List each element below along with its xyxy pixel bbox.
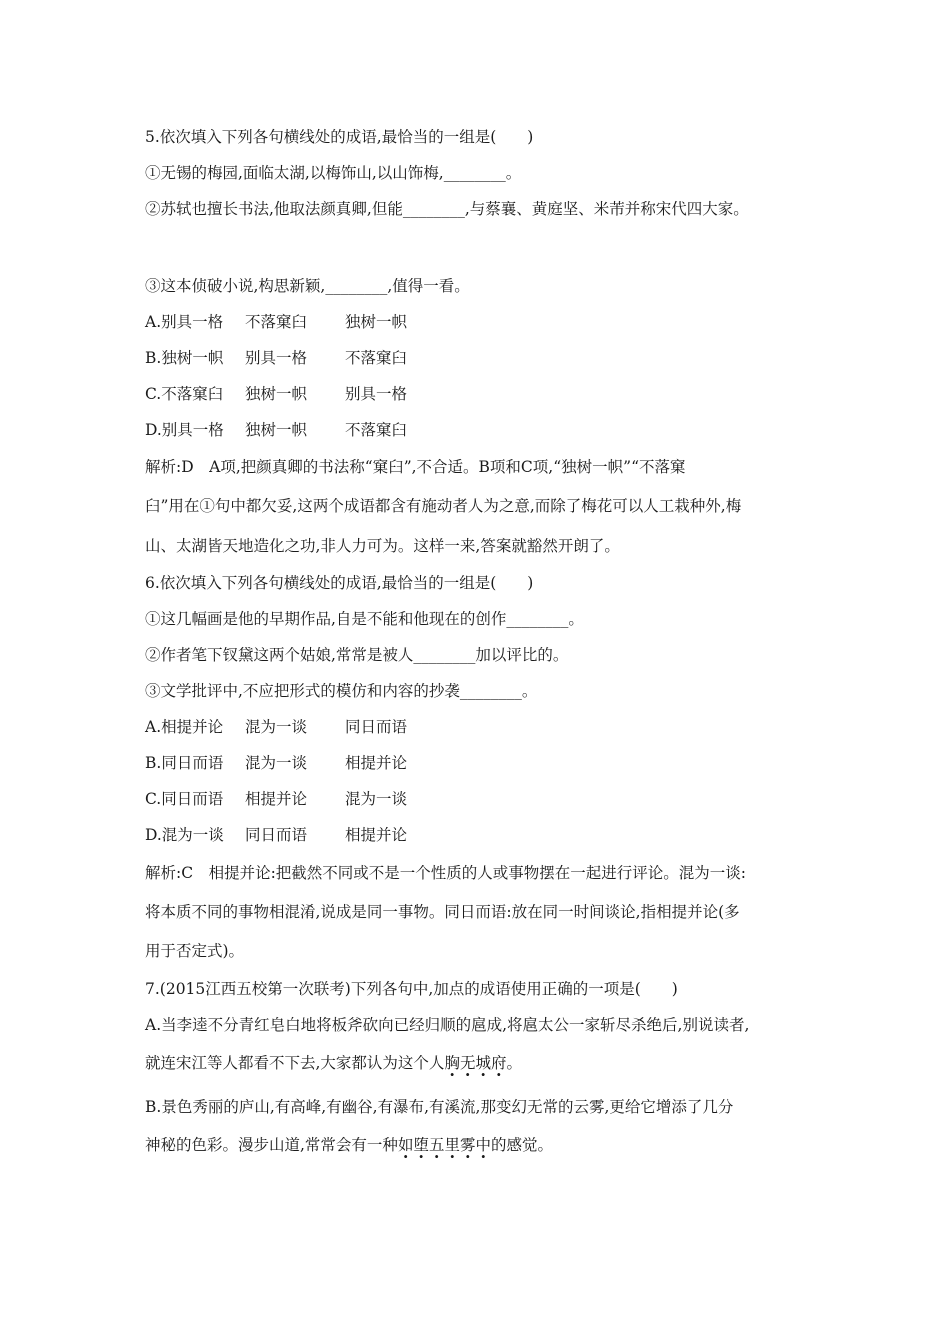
q7-option-b-line-1: B.景色秀丽的庐山,有高峰,有幽谷,有瀑布,有溪流,那变幻无常的云雾,更给它增添了几分 [145,1098,734,1116]
q7-option-b-line-2: 神秘的色彩。漫步山道,常常会有一种如堕五里雾中的感觉。 [145,1136,554,1154]
q5-option-c: C.不落窠臼 独树一帜 别具一格 [145,385,408,403]
q6-stem: 6.依次填入下列各句横线处的成语,最恰当的一组是( ) [145,574,534,592]
q5-stem: 5.依次填入下列各句横线处的成语,最恰当的一组是( ) [145,128,534,146]
q5-sentence-2: ②苏轼也擅长书法,他取法颜真卿,但能________,与蔡襄、黄庭坚、米芾并称宋代四大家。 [145,200,749,218]
q6-option-b: B.同日而语 混为一谈 相提并论 [145,754,408,772]
q6-sentence-2: ②作者笔下钗黛这两个姑娘,常常是被人________加以评比的。 [145,646,569,664]
q6-option-d: D.混为一谈 同日而语 相提并论 [145,826,408,844]
q5-sentence-1: ①无锡的梅园,面临太湖,以梅饰山,以山饰梅,________。 [145,164,522,182]
q5-sentence-3: ③这本侦破小说,构思新颖,________,值得一看。 [145,277,470,295]
dotted-idiom-a: 胸无城府 [444,1054,507,1072]
dotted-idiom-b: 如堕五里雾中 [397,1136,492,1154]
q6-sentence-3: ③文学批评中,不应把形式的模仿和内容的抄袭________。 [145,682,538,700]
q5-option-d: D.别具一格 独树一帜 不落窠臼 [145,421,408,439]
q5-analysis-line-3: 山、太湖皆天地造化之功,非人力可为。这样一来,答案就豁然开朗了。 [145,537,620,555]
q5-option-a: A.别具一格 不落窠臼 独树一帜 [145,313,408,331]
q7-option-a-line-1: A.当李逵不分青红皂白地将板斧砍向已经归顺的扈成,将扈太公一家斩尽杀绝后,别说读者, [145,1016,750,1034]
q6-analysis-line-3: 用于否定式)。 [145,942,245,960]
q6-analysis-line-1: 解析:C 相提并论:把截然不同或不是一个性质的人或事物摆在一起进行评论。混为一谈: [145,864,747,882]
q6-option-c: C.同日而语 相提并论 混为一谈 [145,790,408,808]
q7-option-a-line-2: 就连宋江等人都看不下去,大家都认为这个人胸无城府。 [145,1054,523,1072]
q7-stem: 7.(2015江西五校第一次联考)下列各句中,加点的成语使用正确的一项是( ) [145,980,678,998]
q6-option-a: A.相提并论 混为一谈 同日而语 [145,718,408,736]
q6-sentence-1: ①这几幅画是他的早期作品,自是不能和他现在的创作________。 [145,610,584,628]
q6-analysis-line-2: 将本质不同的事物相混淆,说成是同一事物。同日而语:放在同一时间谈论,指相提并论(多 [145,903,740,921]
q5-option-b: B.独树一帜 别具一格 不落窠臼 [145,349,408,367]
q5-analysis-line-1: 解析:D A项,把颜真卿的书法称“窠臼”,不合适。B项和C项,“独树一帜”“不落窠 [145,458,686,476]
q5-analysis-line-2: 臼”用在①句中都欠妥,这两个成语都含有施动者人为之意,而除了梅花可以人工栽种外,梅 [145,497,742,515]
